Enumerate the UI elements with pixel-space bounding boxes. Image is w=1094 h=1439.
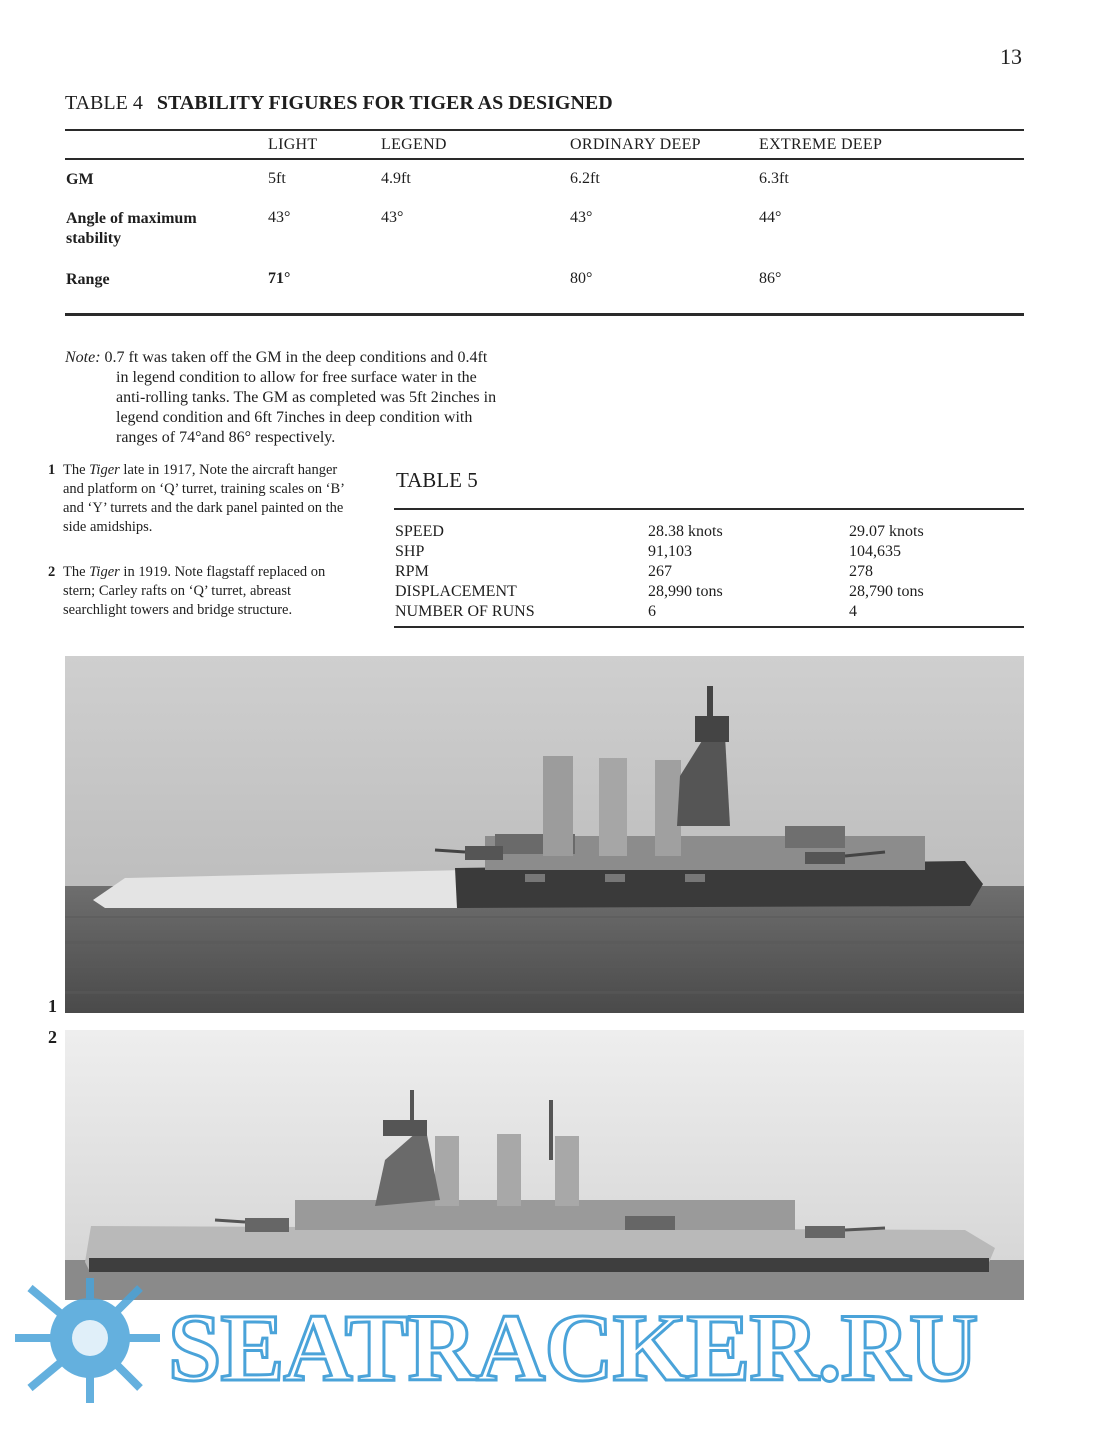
note-line: anti-rolling tanks. The GM as completed was 5ft 2inches in (116, 389, 497, 406)
table4-row-label-angle-line2: stability (66, 230, 122, 247)
table5-col-a (648, 522, 723, 622)
note-line: legend condition and 6ft 7inches in deep condition with (116, 409, 473, 426)
caption-ship-name: Tiger (89, 564, 120, 580)
table5-cell: 28.38 knots (648, 523, 723, 540)
table5-labels (395, 522, 535, 622)
table4-cell: 43° (570, 209, 593, 226)
table4-bottom-rule (65, 313, 1024, 316)
table5-cell: 104,635 (849, 543, 901, 560)
table5-cell: 6 (648, 603, 656, 620)
table5-row-label: DISPLACEMENT (395, 583, 517, 600)
caption-number: 2 (48, 564, 56, 580)
table4-title (65, 92, 613, 115)
photo-caption-1 (48, 461, 353, 537)
photo-number-1: 1 (48, 996, 57, 1016)
table4-note (65, 348, 585, 448)
table4-header-rule (65, 158, 1024, 160)
table4-cell: 6.3ft (759, 170, 789, 187)
note-label: Note: (65, 349, 101, 366)
table5-cell: 29.07 knots (849, 523, 924, 540)
table5-cell: 28,790 tons (849, 583, 924, 600)
table5-row-label: SPEED (395, 523, 444, 540)
table5-bottom-rule (394, 626, 1024, 628)
watermark (0, 1278, 1094, 1408)
table5-col-b (849, 522, 924, 622)
table5-cell: 4 (849, 603, 857, 620)
table4-row-label-range: Range (66, 271, 110, 288)
table4-col-ordinary-deep: ORDINARY DEEP (570, 136, 701, 153)
table4-top-rule (65, 129, 1024, 131)
caption-text: late in 1917, Note the aircraft hanger and platform on ‘Q’ turret, training scales on ‘B’ and ‘Y’ turrets and the dark panel painted on the side amidships. (63, 462, 344, 535)
table5-row-label: SHP (395, 543, 425, 560)
table4-cell: 4.9ft (381, 170, 411, 187)
page-number: 13 (1000, 44, 1022, 69)
table5-cell: 91,103 (648, 543, 692, 560)
table4-row-label-angle-line1: Angle of maximum (66, 210, 197, 227)
caption-pre: The (63, 462, 90, 478)
table4-cell: 71° (268, 270, 291, 287)
table4-row-label-angle (66, 209, 197, 249)
photo-tiger-1919 (65, 1030, 1024, 1300)
photo-number-2: 2 (48, 1027, 57, 1047)
table4-cell: 43° (381, 209, 404, 226)
table4-cell: 43° (268, 209, 291, 226)
note-first-line: 0.7 ft was taken off the GM in the deep conditions and 0.4ft (104, 349, 488, 366)
table4-cell: 80° (570, 270, 593, 287)
table4-col-light: LIGHT (268, 136, 318, 153)
photo-caption-2 (48, 563, 353, 620)
table4-cell: 44° (759, 209, 782, 226)
table4-row-label-gm: GM (66, 171, 94, 188)
table5-row-label: RPM (395, 563, 429, 580)
table5-cell: 278 (849, 563, 873, 580)
table4-cell: 6.2ft (570, 170, 600, 187)
table5-cell: 28,990 tons (648, 583, 723, 600)
table4-cell: 86° (759, 270, 782, 287)
caption-number: 1 (48, 462, 56, 478)
table4-lead: TABLE 4 (65, 92, 143, 114)
caption-text: in 1919. Note flagstaff replaced on stern; Carley rafts on ‘Q’ turret, abreast searchlight towers and bridge structure. (63, 564, 326, 618)
ship-photo-1 (65, 656, 1024, 1013)
table5-top-rule (394, 508, 1024, 510)
table5-title: TABLE 5 (396, 468, 478, 492)
table4-col-legend: LEGEND (381, 136, 447, 153)
photo-tiger-1917 (65, 656, 1024, 1013)
table4-name: STABILITY FIGURES FOR TIGER AS DESIGNED (156, 92, 613, 114)
table5-row-label: NUMBER OF RUNS (395, 603, 535, 620)
note-line: ranges of 74°and 86° respectively. (116, 429, 336, 446)
caption-ship-name: Tiger (89, 462, 120, 478)
caption-pre: The (63, 564, 90, 580)
table5-cell: 267 (648, 563, 672, 580)
ship-photo-2 (65, 1030, 1024, 1300)
note-line: in legend condition to allow for free surface water in the (116, 369, 477, 386)
watermark-text: SEATRACKER.RU (168, 1294, 978, 1401)
table4-col-extreme-deep: EXTREME DEEP (759, 136, 883, 153)
table4-cell: 5ft (268, 170, 286, 187)
